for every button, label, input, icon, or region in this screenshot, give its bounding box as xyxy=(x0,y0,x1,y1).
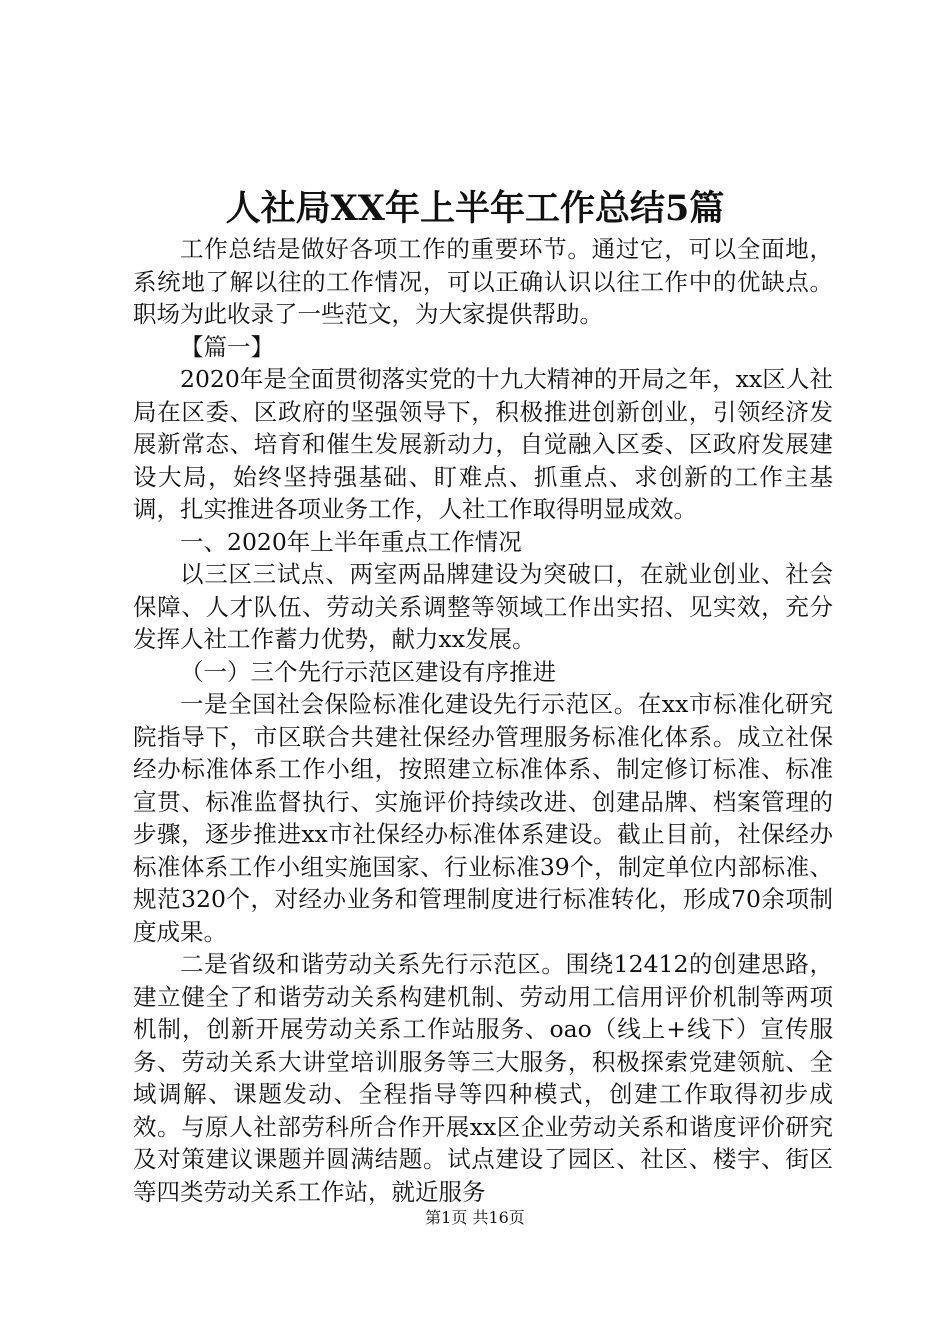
document-title: 人社局XX年上半年工作总结5篇 xyxy=(225,188,725,229)
page-footer: 第1页 共16页 xyxy=(425,1208,525,1227)
paragraph-labor-relations: 二是省级和谐劳动关系先行示范区。围绕12412的创建思路，建立健全了和谐劳动关系构建机制、劳动用工信用评价机制等两项机制，创新开展劳动关系工作站服务、oao（线上+线下）宣传服务、劳动关系大讲堂培训服务等三大服务，积极探索党建领航、全域调解、课题发动、全程指导等四种模式，创建工作取得初步成效。与原人社部劳科所合作开展xx区企业劳动关系和谐度评价研究及对策建议课题并圆满结题。试点建设了园区、社区、楼宇、街区等四类劳动关系工作站，就近服务 xyxy=(133,950,833,1206)
document-body xyxy=(133,233,833,1208)
paragraph-social-insurance: 一是全国社会保险标准化建设先行示范区。在xx市标准化研究院指导下，市区联合共建社保经办管理服务标准化体系。成立社保经办标准体系工作小组，按照建立标准体系、制定修订标准、标准宣贯、标准监督执行、实施评价持续改进、创建品牌、档案管理的步骤，逐步推进xx市社保经办标准体系建设。截止目前，社保经办标准体系工作小组实施国家、行业标准39个，制定单位内部标准、规范320个，对经办业务和管理制度进行标准转化，形成70余项制度成果。 xyxy=(133,690,833,946)
section-heading-part-one: 【篇一】 xyxy=(180,332,274,361)
paragraph-breakthrough: 以三区三试点、两室两品牌建设为突破口，在就业创业、社会保障、人才队伍、劳动关系调整等领域工作出实招、见实效，充分发挥人社工作蓄力优势，献力xx发展。 xyxy=(133,560,833,653)
paragraph-overview: 2020年是全面贯彻落实党的十九大精神的开局之年，xx区人社局在区委、区政府的坚强领导下，积极推进创新创业，引领经济发展新常态、培育和催生发展新动力，自觉融入区委、区政府发展建设大局，始终坚持强基础、盯难点、抓重点、求创新的工作主基调，扎实推进各项业务工作，人社工作取得明显成效。 xyxy=(133,365,833,523)
section-heading-key-work: 一、2020年上半年重点工作情况 xyxy=(180,527,522,556)
subsection-heading-demo-zones: （一）三个先行示范区建设有序推进 xyxy=(180,657,556,686)
paragraph-intro: 工作总结是做好各项工作的重要环节。通过它，可以全面地，系统地了解以往的工作情况，可以正确认识以往工作中的优缺点。职场为此收录了一些范文，为大家提供帮助。 xyxy=(133,235,833,328)
